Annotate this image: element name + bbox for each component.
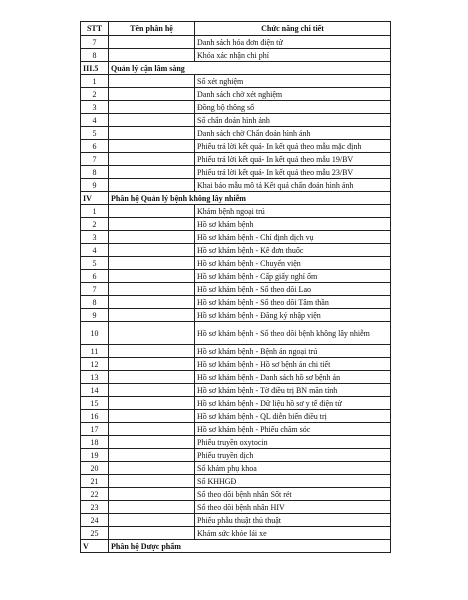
- row-number: 3: [81, 101, 109, 114]
- table-row: [81, 436, 391, 449]
- table-row: [81, 231, 391, 244]
- table-row: [81, 322, 391, 345]
- function-cell: Sổ xét nghiệm: [195, 75, 391, 88]
- module-cell: [109, 384, 195, 397]
- table-row: [81, 371, 391, 384]
- section-number: IV: [81, 192, 109, 205]
- module-cell: [109, 179, 195, 192]
- table-row: [81, 309, 391, 322]
- function-cell: Phiếu truyền dịch: [195, 449, 391, 462]
- module-cell: [109, 462, 195, 475]
- row-number: 12: [81, 358, 109, 371]
- function-cell: Phiếu trả lời kết quả- In kết quả theo mẫu 23/BV: [195, 166, 391, 179]
- row-number: 2: [81, 218, 109, 231]
- table-row: [81, 244, 391, 257]
- module-cell: [109, 101, 195, 114]
- section-number: V: [81, 540, 109, 553]
- function-cell: Hồ sơ khám bệnh - Cấp giấy nghỉ ốm: [195, 270, 391, 283]
- module-cell: [109, 296, 195, 309]
- table-row: [81, 140, 391, 153]
- function-cell: Hồ sơ khám bệnh - Danh sách hồ sơ bệnh án: [195, 371, 391, 384]
- section-row: [81, 62, 391, 75]
- module-cell: [109, 436, 195, 449]
- row-number: 2: [81, 88, 109, 101]
- row-number: 24: [81, 514, 109, 527]
- row-number: 7: [81, 283, 109, 296]
- table-row: [81, 179, 391, 192]
- function-cell: Khóa xác nhận chi phí: [195, 49, 391, 62]
- module-cell: [109, 449, 195, 462]
- function-cell: Hồ sơ khám bệnh - Chuyển viện: [195, 257, 391, 270]
- row-number: 4: [81, 244, 109, 257]
- module-cell: [109, 501, 195, 514]
- table-row: [81, 488, 391, 501]
- module-cell: [109, 49, 195, 62]
- table-row: [81, 514, 391, 527]
- function-cell: Hồ sơ khám bệnh - Phiếu chăm sóc: [195, 423, 391, 436]
- function-cell: Hồ sơ khám bệnh - Sổ theo dõi bệnh không lây nhiễm: [195, 322, 391, 345]
- table-row: [81, 49, 391, 62]
- module-cell: [109, 75, 195, 88]
- row-number: 22: [81, 488, 109, 501]
- table-row: [81, 462, 391, 475]
- table-row: [81, 88, 391, 101]
- function-table: [80, 21, 391, 553]
- row-number: 8: [81, 296, 109, 309]
- row-number: 19: [81, 449, 109, 462]
- function-cell: Danh sách hóa đơn điện tử: [195, 36, 391, 49]
- row-number: 16: [81, 410, 109, 423]
- function-cell: Phiếu truyền oxytocin: [195, 436, 391, 449]
- row-number: 18: [81, 436, 109, 449]
- function-cell: Sổ theo dõi bệnh nhân HIV: [195, 501, 391, 514]
- table-row: [81, 257, 391, 270]
- table-row: [81, 296, 391, 309]
- module-cell: [109, 475, 195, 488]
- module-cell: [109, 88, 195, 101]
- function-cell: Sổ khám phụ khoa: [195, 462, 391, 475]
- table-row: [81, 397, 391, 410]
- module-cell: [109, 114, 195, 127]
- table-row: [81, 283, 391, 296]
- function-cell: Hồ sơ khám bệnh - Hồ sơ bệnh án chi tiết: [195, 358, 391, 371]
- row-number: 6: [81, 140, 109, 153]
- table-row: [81, 75, 391, 88]
- function-cell: Hồ sơ khám bệnh - Đăng ký nhập viện: [195, 309, 391, 322]
- function-cell: Danh sách chờ Chẩn đoán hình ảnh: [195, 127, 391, 140]
- module-cell: [109, 309, 195, 322]
- row-number: 23: [81, 501, 109, 514]
- function-cell: Hồ sơ khám bệnh - Tờ điều trị BN mãn tính: [195, 384, 391, 397]
- row-number: 6: [81, 270, 109, 283]
- table-row: [81, 410, 391, 423]
- module-cell: [109, 345, 195, 358]
- header-function: Chức năng chi tiết: [195, 22, 391, 36]
- table-row: [81, 475, 391, 488]
- function-cell: Phiếu phẫu thuật thủ thuật: [195, 514, 391, 527]
- section-title: Quản lý cận lâm sàng: [109, 62, 391, 75]
- table-row: [81, 270, 391, 283]
- function-cell: Hồ sơ khám bệnh - Kê đơn thuốc: [195, 244, 391, 257]
- row-number: 20: [81, 462, 109, 475]
- module-cell: [109, 140, 195, 153]
- section-title: Phân hệ Dược phẩm: [109, 540, 391, 553]
- table-row: [81, 101, 391, 114]
- function-cell: Hồ sơ khám bệnh - QL diễn biến điều trị: [195, 410, 391, 423]
- header-stt: STT: [81, 22, 109, 36]
- module-cell: [109, 410, 195, 423]
- function-cell: Hồ sơ khám bệnh - Chỉ định dịch vụ: [195, 231, 391, 244]
- table-row: [81, 384, 391, 397]
- module-cell: [109, 283, 195, 296]
- header-module: Tên phân hệ: [109, 22, 195, 36]
- module-cell: [109, 358, 195, 371]
- table-row: [81, 166, 391, 179]
- table-row: [81, 218, 391, 231]
- function-cell: Khám sức khỏe lái xe: [195, 527, 391, 540]
- module-cell: [109, 36, 195, 49]
- table-row: [81, 423, 391, 436]
- row-number: 11: [81, 345, 109, 358]
- table-row: [81, 205, 391, 218]
- row-number: 15: [81, 397, 109, 410]
- module-cell: [109, 244, 195, 257]
- table-row: [81, 36, 391, 49]
- row-number: 9: [81, 179, 109, 192]
- module-cell: [109, 527, 195, 540]
- table-header-row: [81, 22, 391, 36]
- table-row: [81, 449, 391, 462]
- module-cell: [109, 166, 195, 179]
- section-row: [81, 192, 391, 205]
- module-cell: [109, 153, 195, 166]
- table-row: [81, 345, 391, 358]
- function-cell: Phiếu trả lời kết quả- In kết quả theo mẫu 19/BV: [195, 153, 391, 166]
- function-cell: Hồ sơ khám bệnh - Dữ liệu hồ sơ y tế điện tử: [195, 397, 391, 410]
- module-cell: [109, 371, 195, 384]
- function-cell: Phiếu trả lời kết quả- In kết quả theo mẫu mặc định: [195, 140, 391, 153]
- module-cell: [109, 397, 195, 410]
- function-cell: Hồ sơ khám bệnh - Bệnh án ngoại trú: [195, 345, 391, 358]
- module-cell: [109, 514, 195, 527]
- section-number: III.5: [81, 62, 109, 75]
- section-title: Phân hệ Quản lý bệnh không lây nhiễm: [109, 192, 391, 205]
- row-number: 5: [81, 257, 109, 270]
- function-cell: Đồng bộ thông số: [195, 101, 391, 114]
- row-number: 8: [81, 166, 109, 179]
- module-cell: [109, 257, 195, 270]
- function-cell: Sổ theo dõi bệnh nhân Sốt rét: [195, 488, 391, 501]
- table-row: [81, 501, 391, 514]
- module-cell: [109, 127, 195, 140]
- row-number: 1: [81, 75, 109, 88]
- row-number: 1: [81, 205, 109, 218]
- row-number: 10: [81, 322, 109, 345]
- table-row: [81, 527, 391, 540]
- table-row: [81, 358, 391, 371]
- row-number: 7: [81, 36, 109, 49]
- function-cell: Hồ sơ khám bệnh - Sổ theo dõi Tâm thần: [195, 296, 391, 309]
- table-row: [81, 127, 391, 140]
- row-number: 5: [81, 127, 109, 140]
- module-cell: [109, 322, 195, 345]
- section-row: [81, 540, 391, 553]
- row-number: 25: [81, 527, 109, 540]
- function-cell: Sổ chẩn đoán hình ảnh: [195, 114, 391, 127]
- module-cell: [109, 270, 195, 283]
- table-row: [81, 153, 391, 166]
- module-cell: [109, 205, 195, 218]
- function-cell: Hồ sơ khám bệnh: [195, 218, 391, 231]
- module-cell: [109, 218, 195, 231]
- function-cell: Hồ sơ khám bệnh - Sổ theo dõi Lao: [195, 283, 391, 296]
- module-cell: [109, 231, 195, 244]
- row-number: 7: [81, 153, 109, 166]
- table-body: [81, 36, 391, 553]
- function-cell: Sổ KHHGĐ: [195, 475, 391, 488]
- function-cell: Khai báo mẫu mô tả Kết quả chẩn đoán hình ảnh: [195, 179, 391, 192]
- row-number: 9: [81, 309, 109, 322]
- module-cell: [109, 488, 195, 501]
- table-row: [81, 114, 391, 127]
- row-number: 4: [81, 114, 109, 127]
- row-number: 3: [81, 231, 109, 244]
- module-cell: [109, 423, 195, 436]
- row-number: 14: [81, 384, 109, 397]
- function-cell: Danh sách chờ xét nghiệm: [195, 88, 391, 101]
- row-number: 21: [81, 475, 109, 488]
- row-number: 17: [81, 423, 109, 436]
- function-cell: Khám bệnh ngoại trú: [195, 205, 391, 218]
- row-number: 8: [81, 49, 109, 62]
- row-number: 13: [81, 371, 109, 384]
